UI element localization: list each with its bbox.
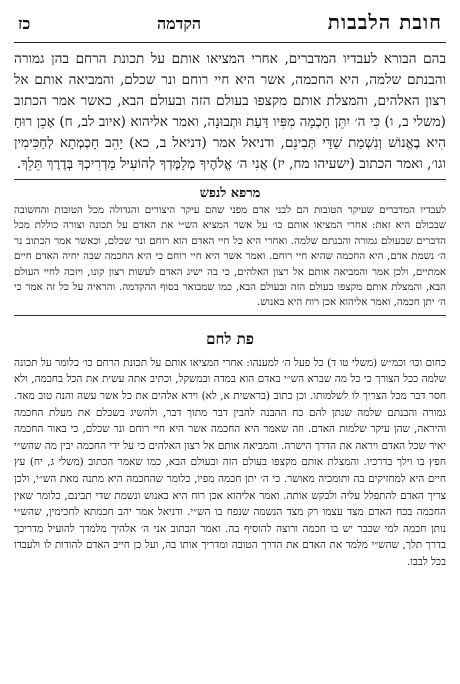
- book-title: חובת הלבבות: [327, 10, 442, 34]
- commentary-text-pat-lechem: כחום וכו׳ וכמ״ש (משלי טו ד) כל פעל ה׳ למענהו: אחרי המציאו אותם על תכונת הרחם כו׳ כלומר על תכונה שלמה ככל הצורך כי כל מה שברא הש״י באדם הוא במדה ובמשקל, וכתיב אתה עשית את הכל בחכמה, ולא חסר דבר מכל הצריך לו לשלמותו. וכן כתוב (בראשית א, לא) וירא אלהים את כל אשר עשה והנה טוב מאד. גמורה והבנתם שלמה שנתן להם כח ההבנה להבין דבר מתוך דבר, ולהשיג בשכלם את מעלת החכמה והיראה, שהן עיקר שלמות האדם. וזה שאמר היא החכמה אשר היא חיי רוחם ונר שכלם, כי באור החכמה יאיר שכל האדם ויראה את הדרך הישרה. והמביאה אותם אל רצון האלהים כי על ידי החכמה יבין מה שהש״י חפץ בו וילך בדרכיו. והמצלת אותם מקצפו בעולם הזה ובעולם הבא, כמו שאמר הכתוב (משלי ג, יח) עץ חיים היא למחזיקים בה ותומכיה מאושר. כי ה׳ יתן חכמה מפיו, כלומר שהחכמה היא מתנה מאת הש״י, ולכן צריך האדם להתפלל עליה ולבקש אותה. ואמר אליהוא אכן רוח היא באנוש ונשמת שדי תבינם, כלומר שאין החכמה בכח האדם מצד עצמו רק מצד הנשמה שנפח בו הש״י. ודניאל אמר יהב חכמתא לחכימין, שהש״י נותן חכמה למי שכבר יש בו חכמה ורוצה להוסיף בה. ואמר הכתוב אני ה׳ אלהיך מלמדך להועיל מדריכך בדרך תלך, שהש״י מלמד את האדם את הדרך הטובה ומדריך אותו בה, ועל כן חייב האדם להודות לו ולעבדו בכל לבבו.: [14, 356, 446, 568]
- book-page: [14, 10, 446, 674]
- commentary-heading-pat-lechem: פת לחם: [206, 329, 254, 348]
- page-number: כז: [18, 14, 31, 33]
- commentary-heading: מרפא לנפש: [199, 186, 261, 201]
- header-rule: [14, 42, 446, 43]
- main-text-paragraph: בהם הבורא לעבדיו המדברים, אחרי המציאו אותם על תכונת הרחם בהן גמורה והבנתם שלמה, היא החכמה, אשר היא חיי רוחם ונר שכלם, והמביאה אותם אל רצון האלהים, והמצלת אותם מקצפו בעולם הזה ובעולם הבא, כאשר אמר הכתוב (משלי ב, ו) כִּי ה׳ יִתֵּן חָכְמָה מִפִּיו דַּעַת וּתְבוּנָה, ואמר אליהוא (איוב לב, ח) אָכֵן רוּחַ הִיא בֶאֱנוֹשׁ וְנִשְׁמַת שַׁדַּי תְּבִינֵם, ודניאל אמר (דניאל ב, כא) יָהֵב חָכְמְתָא לְחַכִּימִין וגו׳, ואמר הכתוב (ישעיהו מח, יז) אֲנִי ה׳ אֱלֹהֶיךָ מְלַמֶּדְךָ לְהוֹעִיל מַדְרִיכְךָ בְּדֶרֶךְ תֵּלֵךְ.: [14, 51, 446, 172]
- running-header: [14, 10, 446, 40]
- commentary-text: לעבדיו המדברים שעיקר הטובות הם לבני אדם מפני שהם עיקר היצורים והגדולה מכל הטובות והחשובה שבכולם היא זאת: אחרי המציאו אותם כו׳ על אשר המציא הש״י את האדם על תכונה וצורה כוללת מכל הדברים שבעולם גמורה והבנתם שלמה. ואחרי היא כל חיי האדם הוא רוחם ונר שכלם, וכאשר אמר הכתוב נר ה׳ נשמת אדם, היא החכמה שהיא חיי רוחם. ואמר אשר היא חיי רוחם כי היא החכמה שבה יחיה האדם חיים אמתיים, ולכן אמר והמביאה אותם אל רצון האלהים, כי בה ישיג האדם לעשות רצון קונו, ויזכה לחיי העולם הבא, והמצלת אותם מקצפו בעולם הזה ובעולם הבא, כמו שמבואר בסוף ההקדמה. והראיה על כל זה אמר כי ה׳ יתן חכמה, ואמר אליהוא אכן רוח היא באנוש.: [14, 205, 446, 309]
- section-name: הקדמה: [156, 14, 202, 33]
- commentary-marpe-lanefesh: [14, 179, 446, 316]
